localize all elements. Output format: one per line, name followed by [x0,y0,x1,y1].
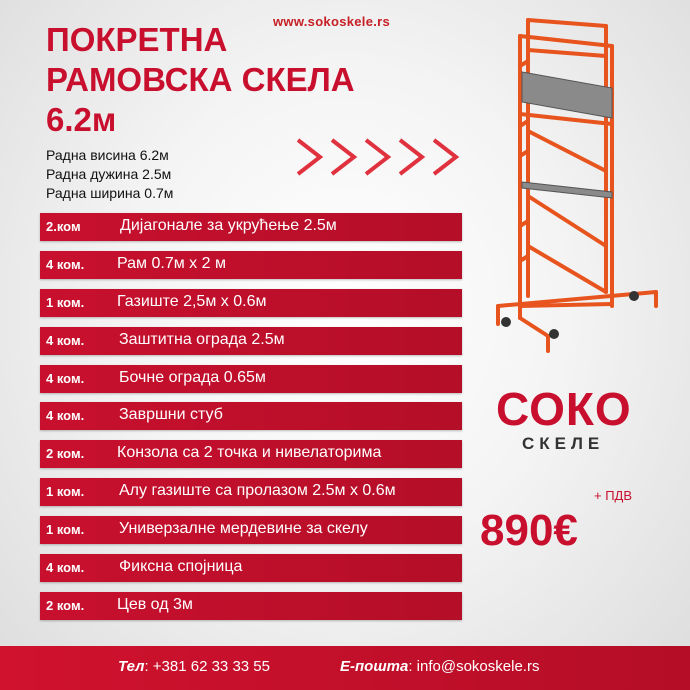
title-line-1: ПОКРЕТНА [46,21,228,58]
item-desc: Конзола са 2 точка и нивелаторима [117,444,382,462]
footer-phone [118,658,270,675]
item-qty: 4 ком. [46,408,85,424]
list-item [40,440,462,468]
list-item [40,213,462,241]
website-url: www.sokoskele.rs [273,14,391,29]
footer-bar [0,646,690,690]
specs-list [46,146,173,203]
list-item [40,554,462,582]
list-item [40,251,462,279]
list-item [40,289,462,317]
item-qty: 4 ком. [46,560,85,576]
spec-height: Радна висина 6.2м [46,147,169,163]
item-qty: 1 ком. [46,294,85,310]
title-line-3: 6.2м [46,101,117,138]
list-item [40,365,462,393]
item-qty: 2 ком. [46,597,85,613]
item-qty: 4 ком. [46,332,85,348]
footer-email [340,658,539,675]
email-label: Е-пошта [340,658,409,675]
list-item [40,516,462,544]
logo-sub: СКЕЛЕ [522,434,605,453]
item-desc: Фиксна спојница [119,558,243,576]
email-value[interactable]: : info@sokoskele.rs [408,658,540,675]
phone-value[interactable]: : +381 62 33 33 55 [144,658,270,675]
item-qty: 1 ком. [46,522,85,538]
spec-length: Радна дужина 2.5м [46,166,172,182]
item-desc: Завршни стуб [119,406,223,424]
parts-list [40,213,462,630]
item-qty: 2.ком [46,219,81,234]
soko-logo [496,383,646,456]
item-desc: Газиште 2,5м х 0.6м [117,292,267,310]
item-desc: Бочне ограда 0.65м [119,368,266,386]
list-item [40,327,462,355]
price: 890€ [480,506,578,555]
phone-label: Тел [118,658,145,675]
logo-name: СОКО [496,383,632,435]
item-desc: Рам 0.7м х 2 м [117,254,226,272]
chevron-arrows-icon [292,132,472,182]
list-item [40,402,462,430]
item-qty: 4 ком. [46,370,85,386]
spec-width: Радна ширина 0.7м [46,185,174,201]
page-title [46,20,355,140]
item-desc: Дијагонале за укрућење 2.5м [120,217,337,234]
list-item [40,478,462,506]
item-desc: Универзалне мердевине за скелу [119,520,368,538]
item-desc: Заштитна ограда 2.5м [119,330,285,348]
item-qty: 1 ком. [46,484,85,500]
title-line-2: РАМОВСКА СКЕЛА [46,61,355,98]
vat-label: + ПДВ [594,488,633,503]
item-desc: Цев од 3м [117,595,193,613]
item-qty: 4 ком. [46,256,85,272]
item-desc: Алу газиште са пролазом 2.5м х 0.6м [119,482,396,500]
item-qty: 2 ком. [46,446,85,462]
list-item [40,592,462,620]
scaffold-image [488,6,668,356]
